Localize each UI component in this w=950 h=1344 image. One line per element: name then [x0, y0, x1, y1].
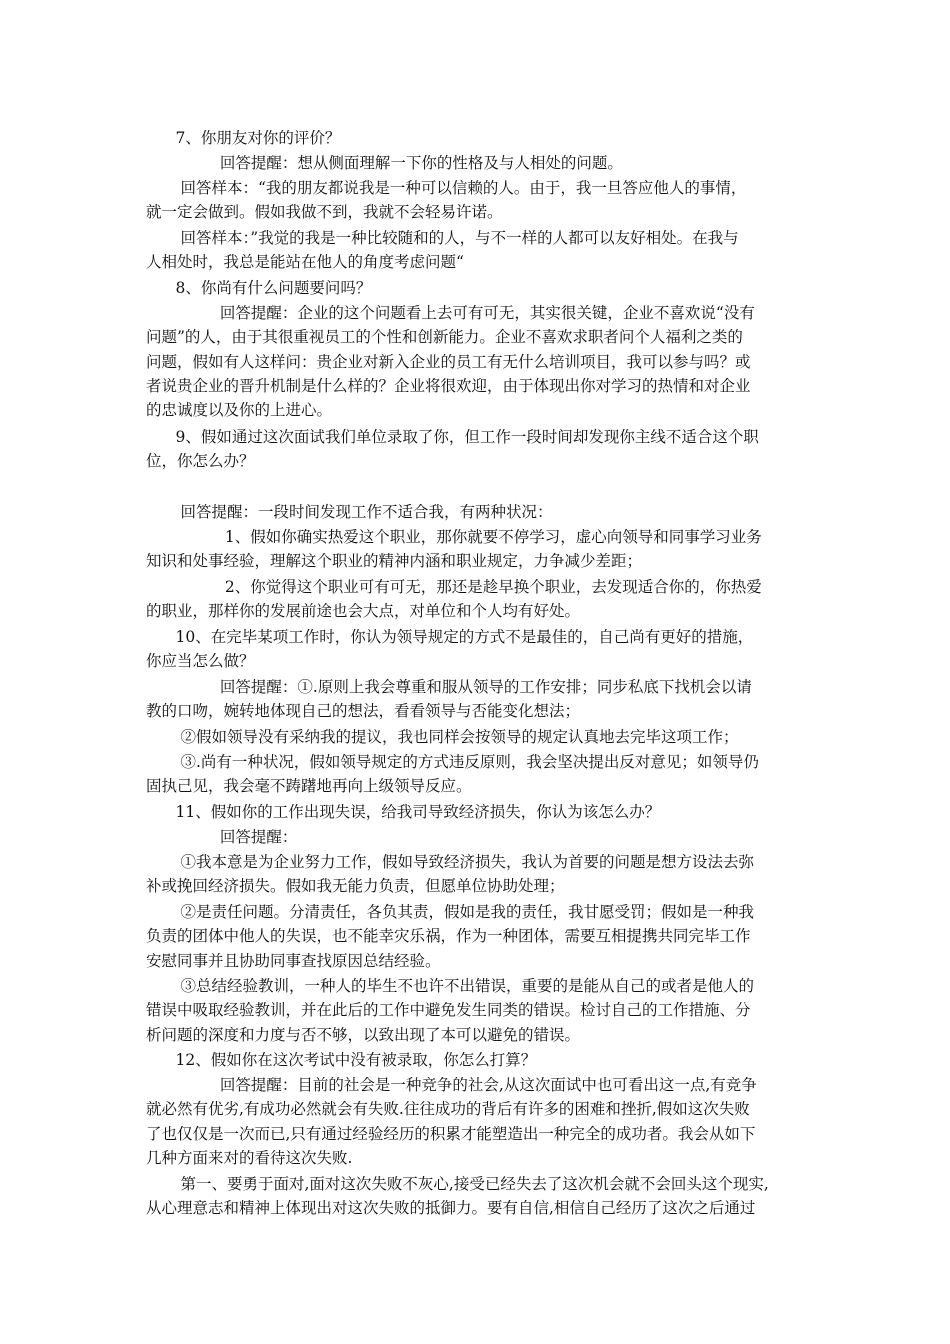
- paragraph: [146, 126, 810, 150]
- text-line: 你应当怎么做？: [146, 652, 255, 671]
- paragraph: [146, 725, 810, 749]
- text-line: ③总结经验教训，一种人的毕生不也许不出错误，重要的是能从自己的或者是他人的: [146, 977, 754, 995]
- paragraph: [146, 226, 810, 275]
- text-line: 的忠诚度以及你的上进心。: [146, 401, 333, 420]
- text-line: 回答样本：“我的朋友都说我是一种可以信赖的人。由于，我一旦答应他人的事情，: [146, 179, 747, 197]
- paragraph: [146, 675, 810, 724]
- paragraph: [146, 850, 810, 899]
- text-line: 1、假如你确实热爱这个职业，那你就要不停学习，虚心向领导和同事学习业务: [146, 528, 762, 546]
- text-line: 回答提醒：目前的社会是一种竞争的社会,从这次面试中也可看出这一点,有竞争: [146, 1076, 757, 1094]
- paragraph: [146, 825, 810, 849]
- text-line: 就必然有优劣,有成功必然就会有失败.往往成功的背后有许多的困难和挫折,假如这次失败: [146, 1100, 750, 1119]
- text-line: 几种方面来对的看待这次失败.: [146, 1148, 353, 1167]
- text-line: 回答提醒：一段时间发现工作不适合我，有两种状况：: [146, 503, 553, 521]
- text-line: 了也仅仅是一次而已,只有通过经验经历的积累才能塑造出一种完全的成功者。我会从如下: [146, 1124, 756, 1143]
- text-line: 补或挽回经济损失。假如我无能力负责，但愿单位协助处理；: [146, 877, 565, 896]
- paragraph: [146, 1073, 810, 1170]
- paragraph: [146, 276, 810, 300]
- paragraph: [146, 800, 810, 824]
- text-line: 8、你尚有什么问题要问吗？: [146, 279, 372, 297]
- paragraph: [146, 151, 810, 175]
- text-line: 回答提醒：: [146, 828, 298, 846]
- paragraph: [146, 575, 810, 624]
- text-line: ①我本意是为企业努力工作，假如导致经济损失，我认为首要的问题是想方设法去弥: [146, 853, 754, 871]
- text-line: 回答样本：”我觉的我是一种比较随和的人，与不一样的人都可以友好相处。在我与: [146, 229, 739, 247]
- text-line: 的职业，那样你的发展前途也会大点，对单位和个人均有好处。: [146, 602, 581, 621]
- text-line: 从心理意志和精神上体现出对这次失败的抵御力。要有自信,相信自己经历了这次之后通过: [146, 1199, 756, 1218]
- text-line: 位，你怎么办？: [146, 452, 255, 471]
- text-line: 回答提醒：想从侧面理解一下你的性格及与人相处的问题。: [146, 154, 623, 172]
- text-line: 2、你觉得这个职业可有可无，那还是趁早换个职业，去发现适合你的，你热爱: [146, 578, 762, 596]
- text-line: 负责的团体中他人的失误，也不能幸灾乐祸，作为一种团体，需要互相提携共同完毕工作: [146, 927, 751, 946]
- text-line: 10、在完毕某项工作时，你认为领导规定的方式不是最佳的，自己尚有更好的措施，: [146, 628, 754, 646]
- text-line: 7、你朋友对你的评价？: [146, 129, 341, 147]
- paragraph: [146, 974, 810, 1047]
- text-line: 错误中吸取经验教训，并在此后的工作中避免发生同类的错误。检讨自己的工作措施、分: [146, 1001, 751, 1020]
- text-line: 析问题的深度和力度与否不够，以致出现了本可以避免的错误。: [146, 1025, 581, 1044]
- text-line: 第一、要勇于面对,面对这次失败不灰心,接受已经失去了这次机会就不会回头这个现实,: [146, 1175, 769, 1193]
- text-line: 问题，假如有人这样问：贵企业对新入企业的员工有无什么培训项目，我可以参与吗？或: [146, 352, 751, 371]
- text-line: 11、假如你的工作出现失误，给我司导致经济损失，你认为该怎么办？: [146, 803, 661, 821]
- paragraph: [146, 1048, 810, 1072]
- text-line: 回答提醒：企业的这个问题看上去可有可无，其实很关键，企业不喜欢说“没有: [146, 304, 755, 322]
- text-line: 知识和处事经验，理解这个职业的精神内涵和职业规定，力争减少差距；: [146, 552, 643, 571]
- text-line: 者说贵企业的晋升机制是什么样的？企业将很欢迎，由于体现出你对学习的热情和对企业: [146, 376, 751, 395]
- text-line: ②是责任问题。分清责任，各负其责，假如是我的责任，我甘愿受罚；假如是一种我: [146, 903, 754, 921]
- text-line: 12、假如你在这次考试中没有被录取，你怎么打算？: [146, 1051, 537, 1069]
- text-line: 问题”的人，由于其很重视员工的个性和创新能力。企业不喜欢求职者问个人福利之类的: [146, 328, 743, 347]
- text-line: 回答提醒：①.原则上我会尊重和服从领导的工作安排；同步私底下找机会以请: [146, 678, 752, 696]
- paragraph: [146, 301, 810, 422]
- text-line: 固执己见，我会毫不踌躇地再向上级领导反应。: [146, 777, 472, 796]
- text-line: ②假如领导没有采纳我的提议，我也同样会按领导的规定认真地去完毕这项工作；: [146, 728, 739, 746]
- text-line: 就一定会做到。假如我做不到，我就不会轻易许诺。: [146, 203, 503, 222]
- text-line: ③.尚有一种状况，假如领导规定的方式违反原则，我会坚决提出反对意见；如领导仍: [146, 753, 759, 771]
- paragraph: [146, 425, 810, 474]
- paragraph: [146, 625, 810, 674]
- paragraph: [146, 176, 810, 225]
- text-line: 教的口吻，婉转地体现自己的想法，看看领导与否能变化想法；: [146, 702, 581, 721]
- paragraph: [146, 500, 810, 524]
- paragraph: [146, 1172, 810, 1221]
- paragraph: [146, 900, 810, 973]
- paragraph: [146, 750, 810, 799]
- text-line: 9、假如通过这次面试我们单位录取了你，但工作一段时间却发现你主线不适合这个职: [146, 428, 759, 446]
- text-line: 人相处时，我总是能站在他人的角度考虑问题“: [146, 253, 464, 272]
- paragraph: [146, 525, 810, 574]
- text-line: 安慰同事并且协助同事查找原因总结经验。: [146, 951, 441, 970]
